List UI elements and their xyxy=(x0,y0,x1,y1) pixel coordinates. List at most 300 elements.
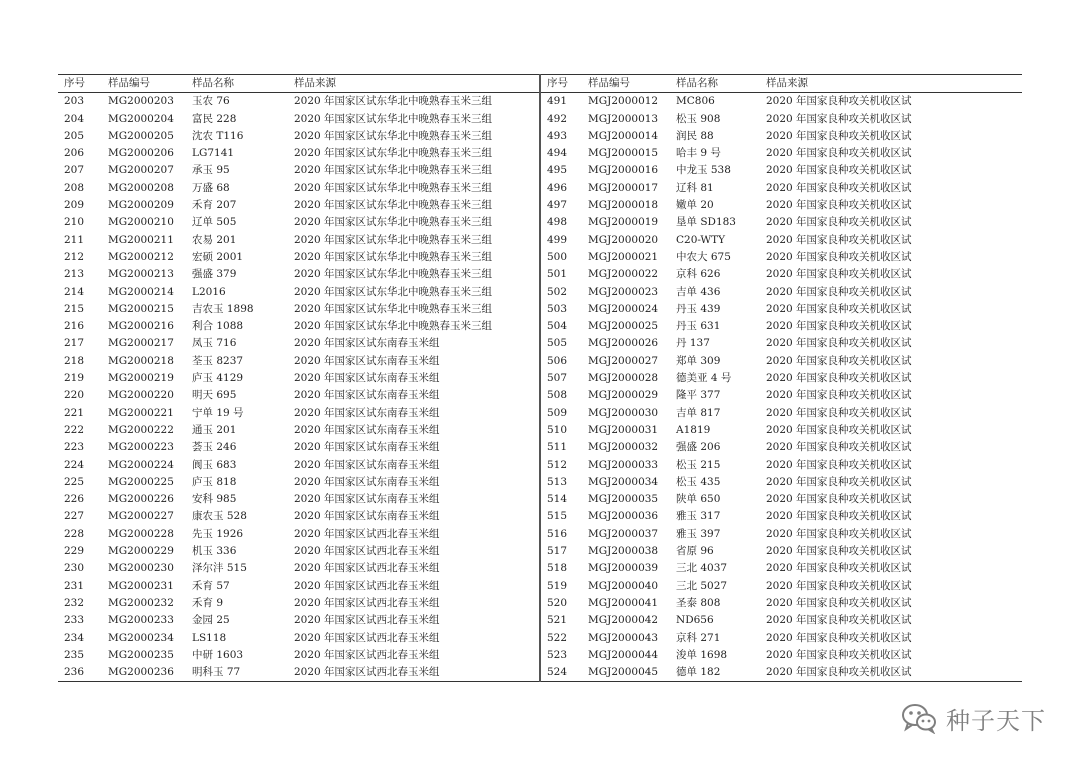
cell-source: 2020 年国家良种攻关机收区试 xyxy=(766,95,912,108)
cell-no: 220 xyxy=(64,389,85,402)
cell-source: 2020 年国家区试东华北中晚熟春玉米三组 xyxy=(294,285,493,298)
cell-name: 隆平 377 xyxy=(676,389,721,402)
cell-code: MGJ2000017 xyxy=(588,181,659,194)
cell-name: 农易 201 xyxy=(192,233,237,246)
cell-name: 浚单 1698 xyxy=(676,648,728,661)
cell-name: MC806 xyxy=(676,95,715,108)
cell-code: MGJ2000022 xyxy=(588,268,659,281)
cell-no: 506 xyxy=(540,353,582,370)
cell-name: 安科 985 xyxy=(192,493,237,506)
header-code: 样品编号 xyxy=(102,75,186,93)
cell-code: MG2000223 xyxy=(108,441,174,454)
cell-code: MG2000220 xyxy=(108,389,174,402)
cell-name: 辽科 81 xyxy=(676,181,714,194)
cell-source: 2020 年国家区试东南春玉米组 xyxy=(294,475,440,488)
cell-source: 2020 年国家良种攻关机收区试 xyxy=(766,423,912,436)
sample-table xyxy=(58,74,1022,682)
cell-name: ND656 xyxy=(676,614,714,627)
cell-no: 231 xyxy=(64,579,85,592)
table-row xyxy=(58,93,1022,111)
cell-name: 万盛 68 xyxy=(192,181,230,194)
cell-source: 2020 年国家良种攻关机收区试 xyxy=(766,147,912,160)
cell-no: 496 xyxy=(540,180,582,197)
cell-no: 524 xyxy=(540,664,582,682)
cell-source: 2020 年国家良种攻关机收区试 xyxy=(766,562,912,575)
cell-source: 2020 年国家良种攻关机收区试 xyxy=(766,285,912,298)
cell-source: 2020 年国家区试东南春玉米组 xyxy=(294,406,440,419)
cell-no: 520 xyxy=(540,595,582,612)
cell-name: L2016 xyxy=(192,285,226,298)
cell-code: MGJ2000045 xyxy=(588,666,659,679)
cell-source: 2020 年国家区试东华北中晚熟春玉米三组 xyxy=(294,233,493,246)
cell-code: MG2000222 xyxy=(108,423,174,436)
cell-code: MGJ2000021 xyxy=(588,250,659,263)
cell-no: 215 xyxy=(64,302,85,315)
cell-name: 圣泰 808 xyxy=(676,596,721,609)
table-row xyxy=(58,284,1022,301)
table-row xyxy=(58,214,1022,231)
cell-name: 陕单 650 xyxy=(676,493,721,506)
cell-name: C20-WTY xyxy=(676,233,726,246)
cell-source: 2020 年国家区试西北春玉米组 xyxy=(294,545,440,558)
cell-name: 中龙玉 538 xyxy=(676,164,731,177)
cell-name: 明科玉 77 xyxy=(192,666,241,679)
cell-no: 497 xyxy=(540,197,582,214)
cell-no: 208 xyxy=(64,181,85,194)
cell-code: MG2000236 xyxy=(108,666,174,679)
cell-source: 2020 年国家区试东南春玉米组 xyxy=(294,423,440,436)
cell-code: MGJ2000024 xyxy=(588,302,659,315)
cell-source: 2020 年国家区试东南春玉米组 xyxy=(294,389,440,402)
cell-code: MGJ2000039 xyxy=(588,562,659,575)
cell-no: 224 xyxy=(64,458,85,471)
header-row xyxy=(58,75,1022,93)
cell-source: 2020 年国家良种攻关机收区试 xyxy=(766,337,912,350)
cell-name: 沈农 T116 xyxy=(192,129,244,142)
table-row xyxy=(58,353,1022,370)
cell-name: 庐玉 818 xyxy=(192,475,237,488)
header-no: 序号 xyxy=(58,75,102,93)
cell-code: MGJ2000014 xyxy=(588,129,659,142)
cell-name: 泽尔沣 515 xyxy=(192,562,247,575)
cell-no: 207 xyxy=(64,164,85,177)
cell-code: MGJ2000041 xyxy=(588,596,659,609)
cell-name: 丹玉 439 xyxy=(676,302,721,315)
cell-source: 2020 年国家区试东华北中晚熟春玉米三组 xyxy=(294,320,493,333)
table-row xyxy=(58,439,1022,456)
table-row xyxy=(58,232,1022,249)
cell-no: 504 xyxy=(540,318,582,335)
cell-no: 217 xyxy=(64,337,85,350)
cell-name: 禾育 9 xyxy=(192,596,224,609)
cell-no: 500 xyxy=(540,249,582,266)
table-row xyxy=(58,249,1022,266)
cell-source: 2020 年国家良种攻关机收区试 xyxy=(766,250,912,263)
cell-no: 213 xyxy=(64,268,85,281)
cell-source: 2020 年国家良种攻关机收区试 xyxy=(766,614,912,627)
cell-source: 2020 年国家区试东南春玉米组 xyxy=(294,337,440,350)
table-row xyxy=(58,508,1022,525)
cell-no: 498 xyxy=(540,214,582,231)
table-row xyxy=(58,647,1022,664)
header-name: 样品名称 xyxy=(670,75,760,93)
cell-name: 通玉 201 xyxy=(192,423,237,436)
cell-code: MGJ2000037 xyxy=(588,527,659,540)
cell-source: 2020 年国家区试西北春玉米组 xyxy=(294,666,440,679)
table-row xyxy=(58,387,1022,404)
cell-code: MGJ2000034 xyxy=(588,475,659,488)
cell-code: MG2000221 xyxy=(108,406,174,419)
cell-code: MGJ2000026 xyxy=(588,337,659,350)
cell-name: 禾育 207 xyxy=(192,199,237,212)
cell-name: 机玉 336 xyxy=(192,545,237,558)
cell-name: 利合 1088 xyxy=(192,320,244,333)
cell-no: 232 xyxy=(64,596,85,609)
cell-name: A1819 xyxy=(676,423,711,436)
table-row xyxy=(58,370,1022,387)
cell-code: MG2000224 xyxy=(108,458,174,471)
cell-name: 哈丰 9 号 xyxy=(676,147,721,160)
cell-code: MG2000216 xyxy=(108,320,174,333)
cell-source: 2020 年国家良种攻关机收区试 xyxy=(766,493,912,506)
table-row xyxy=(58,405,1022,422)
watermark-text: 种子天下 xyxy=(946,706,1046,735)
cell-no: 228 xyxy=(64,527,85,540)
cell-source: 2020 年国家区试东华北中晚熟春玉米三组 xyxy=(294,302,493,315)
cell-name: 吉农玉 1898 xyxy=(192,302,254,315)
cell-no: 491 xyxy=(540,93,582,111)
cell-name: 宁单 19 号 xyxy=(192,406,244,419)
cell-name: LG7141 xyxy=(192,147,235,160)
cell-source: 2020 年国家区试东华北中晚熟春玉米三组 xyxy=(294,147,493,160)
cell-no: 227 xyxy=(64,510,85,523)
cell-name: 省原 96 xyxy=(676,545,714,558)
watermark xyxy=(900,698,1046,738)
cell-name: 雅玉 317 xyxy=(676,510,721,523)
cell-no: 509 xyxy=(540,405,582,422)
cell-code: MGJ2000029 xyxy=(588,389,659,402)
cell-source: 2020 年国家良种攻关机收区试 xyxy=(766,216,912,229)
cell-no: 234 xyxy=(64,631,85,644)
cell-code: MG2000227 xyxy=(108,510,174,523)
cell-code: MGJ2000028 xyxy=(588,372,659,385)
cell-code: MGJ2000030 xyxy=(588,406,659,419)
cell-code: MG2000215 xyxy=(108,302,174,315)
cell-name: 明天 695 xyxy=(192,389,237,402)
cell-name: 承玉 95 xyxy=(192,164,230,177)
cell-source: 2020 年国家良种攻关机收区试 xyxy=(766,579,912,592)
cell-code: MG2000230 xyxy=(108,562,174,575)
cell-no: 235 xyxy=(64,648,85,661)
cell-code: MG2000226 xyxy=(108,493,174,506)
cell-code: MG2000208 xyxy=(108,181,174,194)
cell-code: MG2000233 xyxy=(108,614,174,627)
cell-name: LS118 xyxy=(192,631,227,644)
cell-no: 493 xyxy=(540,128,582,145)
cell-no: 499 xyxy=(540,232,582,249)
cell-name: 丹玉 631 xyxy=(676,320,721,333)
cell-source: 2020 年国家区试东南春玉米组 xyxy=(294,441,440,454)
cell-source: 2020 年国家区试西北春玉米组 xyxy=(294,562,440,575)
cell-no: 514 xyxy=(540,491,582,508)
cell-name: 德美亚 4 号 xyxy=(676,372,732,385)
cell-name: 三北 5027 xyxy=(676,579,728,592)
cell-no: 513 xyxy=(540,474,582,491)
cell-name: 禾育 57 xyxy=(192,579,230,592)
cell-source: 2020 年国家区试西北春玉米组 xyxy=(294,527,440,540)
cell-no: 510 xyxy=(540,422,582,439)
cell-source: 2020 年国家良种攻关机收区试 xyxy=(766,666,912,679)
cell-name: 嫩单 20 xyxy=(676,199,714,212)
cell-no: 502 xyxy=(540,284,582,301)
cell-no: 226 xyxy=(64,493,85,506)
table-row xyxy=(58,197,1022,214)
cell-code: MG2000228 xyxy=(108,527,174,540)
wechat-icon xyxy=(900,702,938,734)
cell-name: 垦单 SD183 xyxy=(676,216,736,229)
cell-code: MG2000235 xyxy=(108,648,174,661)
cell-name: 郑单 309 xyxy=(676,354,721,367)
cell-name: 强盛 206 xyxy=(676,441,721,454)
cell-code: MGJ2000044 xyxy=(588,648,659,661)
table-row xyxy=(58,543,1022,560)
cell-code: MGJ2000036 xyxy=(588,510,659,523)
cell-name: 雅玉 397 xyxy=(676,527,721,540)
cell-no: 518 xyxy=(540,560,582,577)
table-row xyxy=(58,162,1022,179)
cell-source: 2020 年国家良种攻关机收区试 xyxy=(766,302,912,315)
table-row xyxy=(58,560,1022,577)
cell-code: MGJ2000016 xyxy=(588,164,659,177)
cell-code: MG2000219 xyxy=(108,372,174,385)
cell-no: 229 xyxy=(64,545,85,558)
table-row xyxy=(58,526,1022,543)
cell-no: 230 xyxy=(64,562,85,575)
cell-name: 京科 271 xyxy=(676,631,721,644)
cell-no: 508 xyxy=(540,387,582,404)
cell-code: MGJ2000033 xyxy=(588,458,659,471)
cell-source: 2020 年国家良种攻关机收区试 xyxy=(766,510,912,523)
table-row xyxy=(58,491,1022,508)
cell-source: 2020 年国家区试东华北中晚熟春玉米三组 xyxy=(294,95,493,108)
cell-name: 荃玉 8237 xyxy=(192,354,244,367)
cell-code: MG2000217 xyxy=(108,337,174,350)
cell-no: 505 xyxy=(540,335,582,352)
cell-name: 荟玉 246 xyxy=(192,441,237,454)
cell-source: 2020 年国家区试东华北中晚熟春玉米三组 xyxy=(294,199,493,212)
cell-code: MGJ2000032 xyxy=(588,441,659,454)
cell-code: MGJ2000042 xyxy=(588,614,659,627)
cell-source: 2020 年国家良种攻关机收区试 xyxy=(766,233,912,246)
cell-no: 494 xyxy=(540,145,582,162)
cell-name: 宏硕 2001 xyxy=(192,250,244,263)
cell-code: MG2000218 xyxy=(108,354,174,367)
cell-source: 2020 年国家良种攻关机收区试 xyxy=(766,354,912,367)
header-source: 样品来源 xyxy=(288,75,540,93)
cell-code: MGJ2000020 xyxy=(588,233,659,246)
cell-no: 211 xyxy=(64,233,85,246)
cell-name: 京科 626 xyxy=(676,268,721,281)
cell-code: MGJ2000013 xyxy=(588,112,659,125)
cell-code: MG2000210 xyxy=(108,216,174,229)
table-row xyxy=(58,335,1022,352)
cell-source: 2020 年国家区试西北春玉米组 xyxy=(294,596,440,609)
cell-name: 松玉 908 xyxy=(676,112,721,125)
cell-no: 516 xyxy=(540,526,582,543)
cell-no: 507 xyxy=(540,370,582,387)
cell-name: 先玉 1926 xyxy=(192,527,244,540)
cell-source: 2020 年国家良种攻关机收区试 xyxy=(766,320,912,333)
cell-code: MG2000207 xyxy=(108,164,174,177)
table-row xyxy=(58,128,1022,145)
cell-no: 503 xyxy=(540,301,582,318)
cell-source: 2020 年国家良种攻关机收区试 xyxy=(766,527,912,540)
cell-source: 2020 年国家良种攻关机收区试 xyxy=(766,406,912,419)
cell-no: 522 xyxy=(540,630,582,647)
cell-no: 218 xyxy=(64,354,85,367)
cell-source: 2020 年国家区试西北春玉米组 xyxy=(294,614,440,627)
cell-source: 2020 年国家区试东南春玉米组 xyxy=(294,372,440,385)
cell-name: 康农玉 528 xyxy=(192,510,247,523)
cell-source: 2020 年国家区试东华北中晚熟春玉米三组 xyxy=(294,181,493,194)
cell-source: 2020 年国家良种攻关机收区试 xyxy=(766,545,912,558)
cell-code: MG2000213 xyxy=(108,268,174,281)
cell-source: 2020 年国家良种攻关机收区试 xyxy=(766,648,912,661)
cell-source: 2020 年国家区试东华北中晚熟春玉米三组 xyxy=(294,250,493,263)
cell-no: 203 xyxy=(64,95,85,108)
cell-code: MGJ2000040 xyxy=(588,579,659,592)
cell-code: MGJ2000038 xyxy=(588,545,659,558)
cell-name: 松玉 215 xyxy=(676,458,721,471)
cell-code: MG2000205 xyxy=(108,129,174,142)
cell-no: 492 xyxy=(540,111,582,128)
cell-code: MGJ2000025 xyxy=(588,320,659,333)
header-name: 样品名称 xyxy=(186,75,288,93)
cell-code: MGJ2000015 xyxy=(588,147,659,160)
cell-source: 2020 年国家良种攻关机收区试 xyxy=(766,475,912,488)
cell-no: 210 xyxy=(64,216,85,229)
cell-code: MG2000231 xyxy=(108,579,174,592)
cell-no: 495 xyxy=(540,162,582,179)
cell-source: 2020 年国家区试西北春玉米组 xyxy=(294,648,440,661)
cell-code: MGJ2000018 xyxy=(588,199,659,212)
cell-source: 2020 年国家区试东南春玉米组 xyxy=(294,493,440,506)
cell-source: 2020 年国家良种攻关机收区试 xyxy=(766,372,912,385)
cell-code: MG2000214 xyxy=(108,285,174,298)
cell-code: MGJ2000019 xyxy=(588,216,659,229)
cell-no: 216 xyxy=(64,320,85,333)
cell-source: 2020 年国家良种攻关机收区试 xyxy=(766,596,912,609)
cell-no: 501 xyxy=(540,266,582,283)
cell-source: 2020 年国家良种攻关机收区试 xyxy=(766,164,912,177)
cell-source: 2020 年国家区试东华北中晚熟春玉米三组 xyxy=(294,112,493,125)
cell-name: 辽单 505 xyxy=(192,216,237,229)
cell-no: 204 xyxy=(64,112,85,125)
cell-source: 2020 年国家区试东南春玉米组 xyxy=(294,354,440,367)
cell-source: 2020 年国家良种攻关机收区试 xyxy=(766,129,912,142)
cell-no: 236 xyxy=(64,666,85,679)
cell-source: 2020 年国家良种攻关机收区试 xyxy=(766,441,912,454)
cell-name: 凤玉 716 xyxy=(192,337,237,350)
table-body xyxy=(58,93,1022,682)
cell-source: 2020 年国家区试东华北中晚熟春玉米三组 xyxy=(294,129,493,142)
table-row xyxy=(58,266,1022,283)
table-row xyxy=(58,318,1022,335)
table-row xyxy=(58,578,1022,595)
cell-code: MGJ2000023 xyxy=(588,285,659,298)
cell-name: 丹 137 xyxy=(676,337,710,350)
cell-name: 强盛 379 xyxy=(192,268,237,281)
cell-source: 2020 年国家区试西北春玉米组 xyxy=(294,631,440,644)
cell-no: 517 xyxy=(540,543,582,560)
header-no: 序号 xyxy=(540,75,582,93)
cell-code: MGJ2000031 xyxy=(588,423,659,436)
table-row xyxy=(58,595,1022,612)
table-row xyxy=(58,111,1022,128)
table-row xyxy=(58,301,1022,318)
cell-name: 三北 4037 xyxy=(676,562,728,575)
cell-no: 223 xyxy=(64,441,85,454)
cell-no: 523 xyxy=(540,647,582,664)
cell-name: 中研 1603 xyxy=(192,648,244,661)
cell-no: 515 xyxy=(540,508,582,525)
cell-no: 225 xyxy=(64,475,85,488)
table-row xyxy=(58,180,1022,197)
cell-no: 214 xyxy=(64,285,85,298)
table-row xyxy=(58,145,1022,162)
cell-name: 松玉 435 xyxy=(676,475,721,488)
cell-source: 2020 年国家良种攻关机收区试 xyxy=(766,181,912,194)
cell-no: 511 xyxy=(540,439,582,456)
cell-source: 2020 年国家区试东华北中晚熟春玉米三组 xyxy=(294,216,493,229)
cell-name: 中农大 675 xyxy=(676,250,731,263)
cell-code: MG2000204 xyxy=(108,112,174,125)
cell-source: 2020 年国家良种攻关机收区试 xyxy=(766,458,912,471)
cell-no: 512 xyxy=(540,457,582,474)
cell-code: MG2000209 xyxy=(108,199,174,212)
cell-no: 212 xyxy=(64,250,85,263)
cell-name: 德单 182 xyxy=(676,666,721,679)
table-row xyxy=(58,474,1022,491)
table-row xyxy=(58,664,1022,682)
cell-no: 209 xyxy=(64,199,85,212)
cell-code: MG2000212 xyxy=(108,250,174,263)
cell-source: 2020 年国家良种攻关机收区试 xyxy=(766,631,912,644)
cell-source: 2020 年国家良种攻关机收区试 xyxy=(766,389,912,402)
cell-name: 吉单 817 xyxy=(676,406,721,419)
cell-code: MG2000211 xyxy=(108,233,174,246)
cell-source: 2020 年国家良种攻关机收区试 xyxy=(766,268,912,281)
cell-name: 阆玉 683 xyxy=(192,458,237,471)
cell-no: 206 xyxy=(64,147,85,160)
cell-source: 2020 年国家区试东南春玉米组 xyxy=(294,510,440,523)
cell-name: 玉农 76 xyxy=(192,95,230,108)
cell-name: 富民 228 xyxy=(192,112,237,125)
table-row xyxy=(58,422,1022,439)
cell-source: 2020 年国家区试东南春玉米组 xyxy=(294,458,440,471)
cell-code: MG2000234 xyxy=(108,631,174,644)
header-source: 样品来源 xyxy=(760,75,1022,93)
cell-source: 2020 年国家区试东华北中晚熟春玉米三组 xyxy=(294,268,493,281)
cell-source: 2020 年国家良种攻关机收区试 xyxy=(766,199,912,212)
cell-no: 521 xyxy=(540,612,582,629)
cell-source: 2020 年国家区试西北春玉米组 xyxy=(294,579,440,592)
cell-no: 222 xyxy=(64,423,85,436)
cell-name: 吉单 436 xyxy=(676,285,721,298)
cell-no: 519 xyxy=(540,578,582,595)
table-row xyxy=(58,457,1022,474)
cell-code: MG2000225 xyxy=(108,475,174,488)
